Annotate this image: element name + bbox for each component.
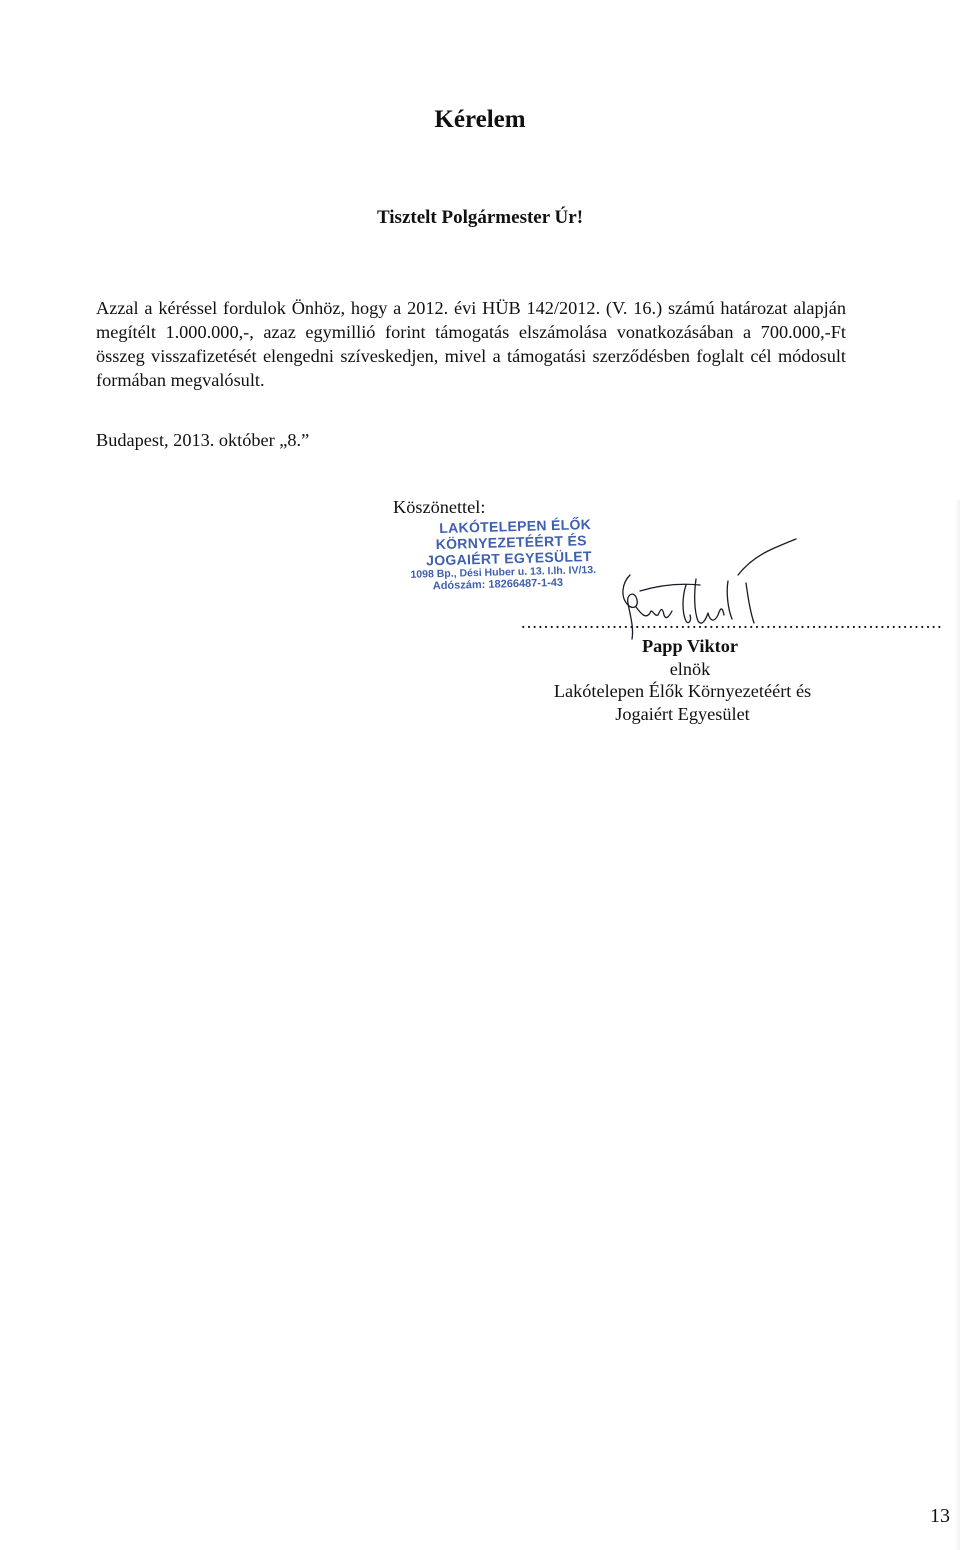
scan-shadow-edge bbox=[955, 500, 960, 1550]
document-title: Kérelem bbox=[434, 106, 526, 133]
organization-name-line: Jogaiért Egyesület bbox=[615, 704, 750, 724]
place-and-date: Budapest, 2013. október „8.” bbox=[96, 430, 310, 450]
stamp-line: JOGAIÉRT EGYESÜLET bbox=[425, 548, 592, 569]
stamp-line: LAKÓTELEPEN ÉLŐK bbox=[439, 516, 592, 537]
signer-name: Papp Viktor bbox=[642, 636, 738, 656]
organization-name-line: Lakótelepen Élők Környezetéért és bbox=[553, 681, 812, 701]
signature-dotted-line: .......................................................................... bbox=[521, 612, 943, 632]
signer-role: elnök bbox=[669, 659, 711, 679]
request-body-paragraph: Azzal a kéréssel fordulok Önhöz, hogy a 2012. évi HÜB 142/2012. (V. 16.) számú határozat alapján megítélt 1.000.000,-, azaz egymillió forint támogatás elszámolása vonatkozásában a 700.000,-Ft összeg visszafizetését elengedni szíveskedjen, mivel a támogatási szerződésben foglalt cél módosult formában megvalósult. bbox=[96, 298, 846, 390]
closing-phrase: Köszönettel: bbox=[393, 497, 486, 517]
stamp-line: KÖRNYEZETÉÉRT ÉS bbox=[435, 532, 587, 553]
salutation: Tisztelt Polgármester Úr! bbox=[376, 207, 584, 228]
page-number: 13 bbox=[930, 1505, 950, 1527]
stamp-tax-number: Adószám: 18266487-1-43 bbox=[432, 576, 564, 593]
stamp-address: 1098 Bp., Dési Huber u. 13. I.lh. IV/13. bbox=[410, 563, 597, 581]
